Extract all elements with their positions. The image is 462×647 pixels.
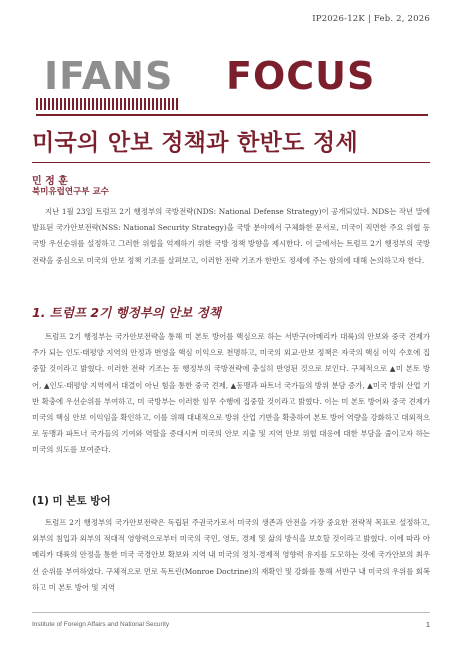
footer-org: Institute of Foreign Affairs and National Security bbox=[32, 621, 170, 628]
page-number: 1 bbox=[425, 620, 430, 629]
section-1-heading: 1. 트럼프 2기 행정부의 안보 정책 bbox=[32, 305, 221, 320]
logo-stripes-decoration bbox=[36, 98, 178, 110]
logo-ifans: IFANS bbox=[44, 54, 174, 98]
author-name: 민 정 훈 bbox=[32, 176, 68, 187]
intro-paragraph: 지난 1월 23일 트럼프 2기 행정부의 국방전략(NDS: National Defense Strategy)이 공개되었다. NDS는 작년 말에 발표된 국가안보전략(NSS: National Security Strategy)을 국방 분야에서 구체화한 문서로, 미국이 직면한 주요 위협 등 국방 우선순위를 설정하고 그러한 위협을 억제하기 위한 국방 정책 방향을 제시한다. 이 글에서는 트럼프 2기 행정부의 국방전략을 중심으로 미국의 안보 정책 기조를 살펴보고, 이러한 전략 기조가 한반도 정세에 주는 함의에 대해 논의하고자 한다. bbox=[32, 207, 430, 265]
title-divider bbox=[32, 162, 430, 163]
logo-focus: FOCUS bbox=[226, 54, 376, 98]
article-title: 미국의 안보 정책과 한반도 정세 bbox=[32, 130, 358, 156]
author-affiliation: 북미유럽연구부 교수 bbox=[32, 187, 109, 197]
section-1-paragraph: 트럼프 2기 행정부는 국가안보전략을 통해 미 본토 방어를 핵심으로 하는 서반구(아메리카 대륙)의 안보와 중국 견제가 주가 되는 인도·태평양 지역의 안정과 번영을 핵심 이익으로 천명하고, 미국의 외교·안보 정책은 자국의 핵심 이익 수호에 집중할 것이라고 밝혔다. 이러한 전략 기조는 동 행정부의 국방전략에 충실히 반영된 것으로 보인다. 구체적으로 ▲미 본토 방어, ▲인도·태평양 지역에서 대결이 아닌 힘을 통한 중국 견제, ▲동맹과 파트너 국가들의 방위 분담 증가, ▲미국 방위 산업 기반 확충에 우선순위를 부여하고, 미 국방부는 이러한 임무 수행에 집중할 것이라고 밝혔다. 이는 미 본토 방어와 중국 견제가 미국의 핵심 안보 이익임을 확인하고, 이를 위해 대내적으로 방위 산업 기반을 확충하여 본토 방어 역량을 강화하고 대외적으로 동맹과 파트너 국가들의 기여와 역할을 증대시켜 미국의 안보 지출 및 지역 안보 위협 대응에 대한 부담을 줄이고자 하는 미국의 의도를 보여준다. bbox=[32, 332, 430, 455]
masthead-divider bbox=[36, 114, 428, 116]
issue-info: IP2026-12K | Feb. 2, 2026 bbox=[312, 14, 430, 24]
section-1-1-paragraph: 트럼프 2기 행정부의 국가안보전략은 독립된 주권국가로서 미국의 생존과 안전을 가장 중요한 전략적 목표로 설정하고, 외부의 침입과 외부의 적대적 영향력으로부터 미국의 국민, 영토, 경제 및 삶의 방식을 보호할 것이라고 밝혔다. 이에 따라 아메리카 대륙의 안정을 통한 미국 국경안보 확보와 지역 내 미국의 정치·경제적 영향력 유지를 도모하는 것에 국가안보의 최우선 순위를 부여하였다. 구체적으로 먼로 독트린(Monroe Doctrine)의 재확인 및 강화를 통해 서반구 내 미국의 우위를 회복하고 미 본토 방어 및 지역 bbox=[32, 518, 430, 592]
section-1-1-heading: (1) 미 본토 방어 bbox=[32, 495, 111, 507]
masthead-logo bbox=[36, 50, 428, 102]
footer-divider bbox=[32, 612, 430, 613]
